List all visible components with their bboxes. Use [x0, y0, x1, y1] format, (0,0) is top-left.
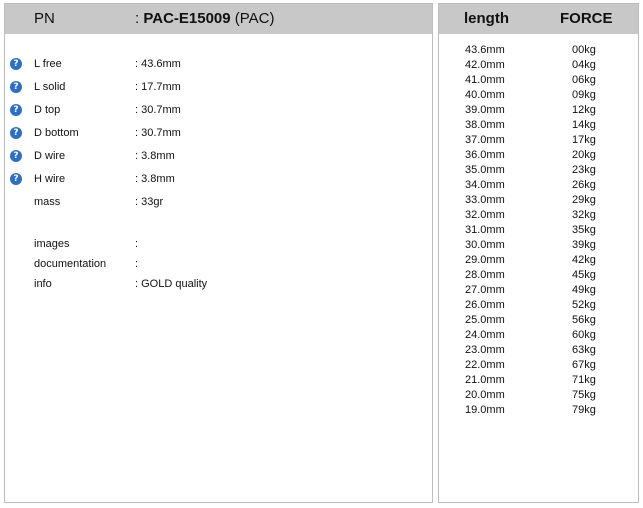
- force-cell: 12kg: [572, 104, 596, 116]
- length-cell: 41.0mm: [465, 74, 505, 86]
- length-cell: 29.0mm: [465, 254, 505, 266]
- spec-header: [5, 4, 432, 34]
- length-cell: 26.0mm: [465, 299, 505, 311]
- help-icon[interactable]: ?: [10, 81, 22, 93]
- force-cell: 29kg: [572, 194, 596, 206]
- pn-code: PAC-E15009: [143, 10, 231, 27]
- spec-row: [5, 123, 432, 143]
- force-cell: 20kg: [572, 149, 596, 161]
- force-cell: 56kg: [572, 314, 596, 326]
- spec-row: [5, 77, 432, 97]
- table-row: [439, 373, 638, 388]
- info-label: documentation: [34, 258, 107, 270]
- length-cell: 20.0mm: [465, 389, 505, 401]
- pn-suffix: (PAC): [230, 10, 275, 27]
- length-cell: 33.0mm: [465, 194, 505, 206]
- info-row: [5, 234, 432, 254]
- table-row: [439, 118, 638, 133]
- spec-value: : 43.6mm: [135, 58, 181, 70]
- force-cell: 71kg: [572, 374, 596, 386]
- info-value: :: [135, 258, 139, 270]
- pn-value: [135, 4, 275, 34]
- length-cell: 36.0mm: [465, 149, 505, 161]
- spec-value: : 17.7mm: [135, 81, 181, 93]
- spec-row: [5, 146, 432, 166]
- length-cell: 30.0mm: [465, 239, 505, 251]
- table-row: [439, 73, 638, 88]
- force-cell: 14kg: [572, 119, 596, 131]
- force-cell: 49kg: [572, 284, 596, 296]
- spec-label: D wire: [34, 150, 66, 162]
- table-row: [439, 253, 638, 268]
- length-cell: 39.0mm: [465, 104, 505, 116]
- table-row: [439, 223, 638, 238]
- force-cell: 52kg: [572, 299, 596, 311]
- help-icon[interactable]: ?: [10, 104, 22, 116]
- help-icon[interactable]: ?: [10, 173, 22, 185]
- table-row: [439, 208, 638, 223]
- info-row: [5, 274, 432, 294]
- force-cell: 63kg: [572, 344, 596, 356]
- table-row: [439, 238, 638, 253]
- table-row: [439, 328, 638, 343]
- table-row: [439, 178, 638, 193]
- length-cell: 34.0mm: [465, 179, 505, 191]
- force-cell: 09kg: [572, 89, 596, 101]
- info-value: : GOLD quality: [135, 278, 208, 290]
- spec-value: : 30.7mm: [135, 104, 181, 116]
- length-cell: 31.0mm: [465, 224, 505, 236]
- table-row: [439, 343, 638, 358]
- force-cell: 32kg: [572, 209, 596, 221]
- info-value: :: [135, 238, 139, 250]
- spec-row: [5, 192, 432, 212]
- table-row: [439, 268, 638, 283]
- spec-label: D top: [34, 104, 61, 116]
- force-table-header: [439, 4, 638, 34]
- force-cell: 26kg: [572, 179, 596, 191]
- spec-value: : 3.8mm: [135, 150, 175, 162]
- force-table-panel: [438, 3, 639, 503]
- force-cell: 67kg: [572, 359, 596, 371]
- help-icon[interactable]: ?: [10, 150, 22, 162]
- spec-value: : 33gr: [135, 196, 164, 208]
- length-cell: 40.0mm: [465, 89, 505, 101]
- force-cell: 60kg: [572, 329, 596, 341]
- force-cell: 39kg: [572, 239, 596, 251]
- table-row: [439, 283, 638, 298]
- spec-label: H wire: [34, 173, 66, 185]
- force-cell: 42kg: [572, 254, 596, 266]
- force-cell: 04kg: [572, 59, 596, 71]
- length-cell: 22.0mm: [465, 359, 505, 371]
- length-cell: 24.0mm: [465, 329, 505, 341]
- table-row: [439, 388, 638, 403]
- force-cell: 75kg: [572, 389, 596, 401]
- spec-label: mass: [34, 196, 61, 208]
- spec-row: [5, 169, 432, 189]
- spec-label: L free: [34, 58, 62, 70]
- help-icon[interactable]: ?: [10, 58, 22, 70]
- length-column-header: length: [464, 10, 509, 27]
- length-cell: 37.0mm: [465, 134, 505, 146]
- table-row: [439, 133, 638, 148]
- length-cell: 27.0mm: [465, 284, 505, 296]
- spec-value: : 30.7mm: [135, 127, 181, 139]
- force-cell: 35kg: [572, 224, 596, 236]
- table-row: [439, 313, 638, 328]
- length-cell: 23.0mm: [465, 344, 505, 356]
- spec-panel: [4, 3, 433, 503]
- length-cell: 38.0mm: [465, 119, 505, 131]
- length-cell: 28.0mm: [465, 269, 505, 281]
- help-icon[interactable]: ?: [10, 127, 22, 139]
- force-cell: 23kg: [572, 164, 596, 176]
- table-row: [439, 58, 638, 73]
- table-row: [439, 193, 638, 208]
- table-row: [439, 88, 638, 103]
- length-cell: 35.0mm: [465, 164, 505, 176]
- pn-prefix: :: [135, 10, 144, 27]
- force-cell: 00kg: [572, 44, 596, 56]
- force-column-header: FORCE: [560, 10, 613, 27]
- table-row: [439, 163, 638, 178]
- info-label: info: [34, 278, 52, 290]
- table-row: [439, 403, 638, 418]
- force-cell: 79kg: [572, 404, 596, 416]
- table-row: [439, 148, 638, 163]
- length-cell: 43.6mm: [465, 44, 505, 56]
- spec-row: [5, 54, 432, 74]
- force-cell: 17kg: [572, 134, 596, 146]
- table-row: [439, 298, 638, 313]
- length-cell: 42.0mm: [465, 59, 505, 71]
- table-row: [439, 358, 638, 373]
- info-row: [5, 254, 432, 274]
- length-cell: 25.0mm: [465, 314, 505, 326]
- length-cell: 19.0mm: [465, 404, 505, 416]
- length-cell: 21.0mm: [465, 374, 505, 386]
- length-cell: 32.0mm: [465, 209, 505, 221]
- force-cell: 45kg: [572, 269, 596, 281]
- spec-label: L solid: [34, 81, 66, 93]
- spec-label: D bottom: [34, 127, 79, 139]
- force-cell: 06kg: [572, 74, 596, 86]
- info-label: images: [34, 238, 70, 250]
- spec-row: [5, 100, 432, 120]
- table-row: [439, 103, 638, 118]
- pn-label: PN: [34, 10, 55, 27]
- table-row: [439, 43, 638, 58]
- spec-value: : 3.8mm: [135, 173, 175, 185]
